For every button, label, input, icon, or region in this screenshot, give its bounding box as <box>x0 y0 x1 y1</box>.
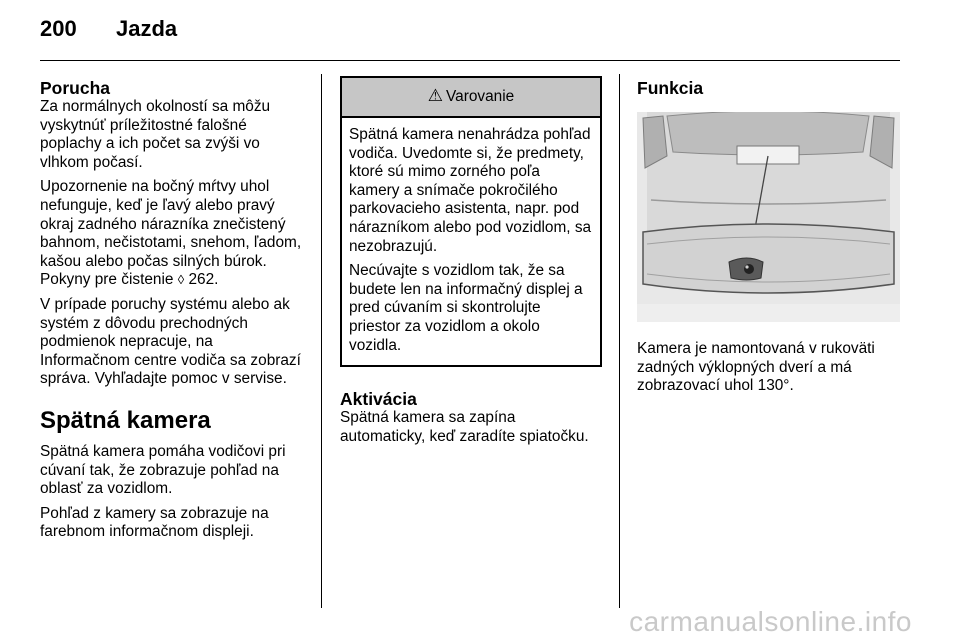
paragraph-funkcia: Kamera je namontovaná v rukoväti zadných výklopných dverí a má zobrazovací uhol 130°. <box>637 340 875 395</box>
rear-camera-image <box>637 112 900 322</box>
warning-paragraph-1: Spätná kamera nenahrádza pohľad vodiča. Uvedomte si, že predmety, ktoré sú mimo zorného poľa kamery a snímače pokročilého parkovacieho asistenta, napr. pod nárazníkom alebo pod vozidlom, sa nezobrazujú. <box>349 126 592 255</box>
warning-paragraph-2: Necúvajte s vozidlom tak, že sa budete len na informačný displej a pred cúvaním si skontrolujte priestor za vozidlom a okolo vozidla. <box>349 262 583 354</box>
rear-camera-illustration <box>637 112 900 322</box>
column-1 <box>40 78 304 548</box>
paragraph-blind-spot-text: Upozornenie na bočný mŕtvy uhol nefunguje, keď je ľavý alebo pravý okraj zadného nárazníka znečistený bahnom, nečistotami, snehom, ľadom, kašou alebo počas silných búrok. Pokyny pre čistenie <box>40 178 302 289</box>
page-header <box>40 16 177 46</box>
heading-spatna-kamera: Spätná kamera <box>40 406 211 434</box>
column-divider-2 <box>619 74 620 608</box>
page-reference-link[interactable]: 262. <box>188 271 219 289</box>
warning-box <box>340 76 602 367</box>
header-rule <box>40 60 900 61</box>
column-divider-1 <box>321 74 322 608</box>
column-2 <box>340 78 602 452</box>
paragraph-camera-display: Pohľad z kamery sa zobrazuje na farebnom informačnom displeji. <box>40 504 269 541</box>
warning-body <box>342 118 600 365</box>
warning-triangle-icon: ⚠ <box>427 85 444 105</box>
column-3 <box>637 78 900 402</box>
heading-funkcia: Funkcia <box>637 78 704 98</box>
page-reference-arrow-icon: ◊ <box>177 272 185 288</box>
paragraph-false-alarms: Za normálnych okolností sa môžu vyskytnúť príležitostné falošné poplachy a ich počet sa zvýši vo vlhkom počasí. <box>40 98 271 171</box>
section-title: Jazda <box>116 16 178 41</box>
paragraph-camera-intro: Spätná kamera pomáha vodičovi pri cúvaní tak, že zobrazuje pohľad na oblasť za vozidlom. <box>40 442 286 498</box>
paragraph-aktivacia: Spätná kamera sa zapína automaticky, keď zaradíte spiatočku. <box>340 409 589 445</box>
warning-title: Varovanie <box>446 87 515 105</box>
watermark: carmanualsonline.info <box>629 606 912 637</box>
warning-header <box>342 78 600 118</box>
heading-aktivacia: Aktivácia <box>340 389 417 410</box>
page-number: 200 <box>40 16 77 41</box>
paragraph-blind-spot <box>40 178 304 290</box>
heading-porucha: Porucha <box>40 78 111 98</box>
paragraph-system-fault: V prípade poruchy systému alebo ak systém z dôvodu prechodných podmienok nepracuje, na Informačnom centre vodiča sa zobrazí správa. Vyhľadajte pomoc v servise. <box>40 295 301 388</box>
